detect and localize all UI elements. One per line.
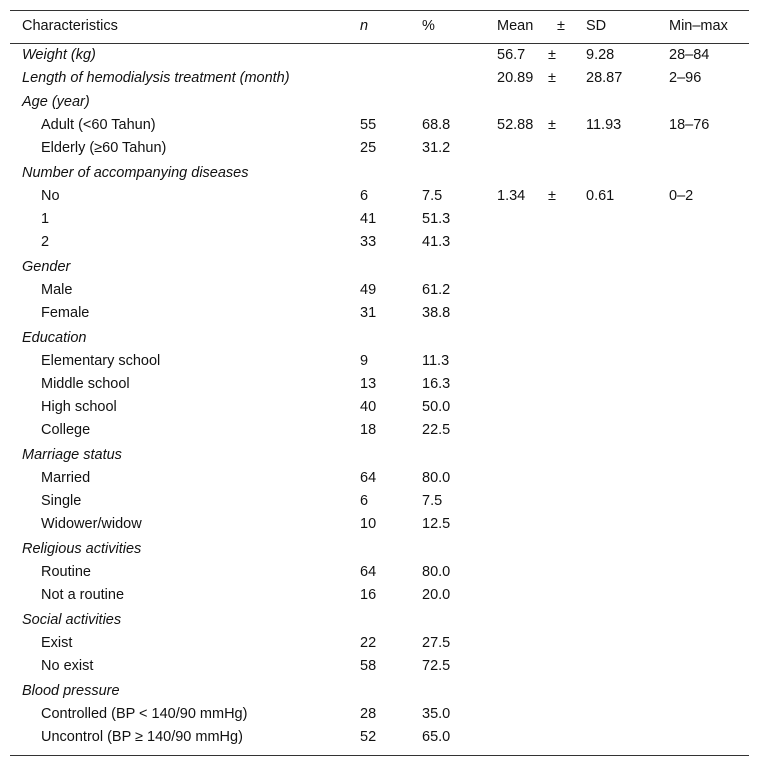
- table-row: [10, 114, 749, 136]
- row-n: 55: [360, 117, 377, 133]
- row-n: 33: [360, 234, 377, 250]
- row-n: 52: [360, 729, 377, 745]
- table-top-rule: [10, 10, 749, 11]
- table-row: [10, 513, 749, 535]
- row-label: No: [41, 188, 60, 204]
- table-row: [10, 396, 749, 418]
- row-label: High school: [41, 399, 117, 415]
- row-n: 25: [360, 140, 377, 156]
- row-label: Length of hemodialysis treatment (month): [22, 70, 290, 86]
- row-min-max: 18–76: [669, 117, 710, 133]
- category-row: [10, 538, 749, 560]
- header-sd: SD: [586, 18, 607, 34]
- table-row: [10, 302, 749, 324]
- row-label: Single: [41, 493, 82, 509]
- row-n: 49: [360, 282, 377, 298]
- header-characteristics: Characteristics: [22, 18, 118, 34]
- header-plus-minus: ±: [557, 18, 565, 34]
- header-n: n: [360, 18, 369, 34]
- row-label: Controlled (BP < 140/90 mmHg): [41, 706, 248, 722]
- row-mean: 1.34: [497, 188, 526, 204]
- row-label: Marriage status: [22, 447, 122, 463]
- table-bottom-rule: [10, 755, 749, 756]
- row-n: 18: [360, 422, 377, 438]
- row-sd: 0.61: [586, 188, 615, 204]
- category-row: [10, 44, 749, 66]
- row-n: 13: [360, 376, 377, 392]
- row-n: 6: [360, 493, 369, 509]
- row-label: Adult (<60 Tahun): [41, 117, 156, 133]
- row-label: Weight (kg): [22, 47, 96, 63]
- row-percent: 65.0: [422, 729, 451, 745]
- row-percent: 51.3: [422, 211, 451, 227]
- row-label: Education: [22, 330, 87, 346]
- row-label: Exist: [41, 635, 73, 651]
- row-label: Married: [41, 470, 91, 486]
- header-mean: Mean: [497, 18, 534, 34]
- table-row: [10, 467, 749, 489]
- header-percent: %: [422, 18, 435, 34]
- category-row: [10, 609, 749, 631]
- row-percent: 72.5: [422, 658, 451, 674]
- row-percent: 35.0: [422, 706, 451, 722]
- row-label: No exist: [41, 658, 94, 674]
- row-mean: 20.89: [497, 70, 534, 86]
- row-percent: 20.0: [422, 587, 451, 603]
- row-plus-minus: ±: [548, 70, 556, 86]
- row-percent: 31.2: [422, 140, 451, 156]
- row-percent: 68.8: [422, 117, 451, 133]
- table-row: [10, 373, 749, 395]
- row-sd: 11.93: [586, 117, 622, 133]
- table-row: [10, 419, 749, 441]
- row-label: Social activities: [22, 612, 122, 628]
- row-label: Middle school: [41, 376, 130, 392]
- row-plus-minus: ±: [548, 188, 556, 204]
- row-label: Uncontrol (BP ≥ 140/90 mmHg): [41, 729, 243, 745]
- row-percent: 7.5: [422, 188, 443, 204]
- row-n: 40: [360, 399, 377, 415]
- row-n: 16: [360, 587, 377, 603]
- row-label: Not a routine: [41, 587, 125, 603]
- row-label: Female: [41, 305, 90, 321]
- table-row: [10, 231, 749, 253]
- row-n: 6: [360, 188, 369, 204]
- row-label: 1: [41, 211, 50, 227]
- table-row: [10, 137, 749, 159]
- table-row: [10, 490, 749, 512]
- row-percent: 61.2: [422, 282, 451, 298]
- row-mean: 56.7: [497, 47, 526, 63]
- row-mean: 52.88: [497, 117, 534, 133]
- row-n: 64: [360, 470, 377, 486]
- category-row: [10, 67, 749, 89]
- row-n: 22: [360, 635, 377, 651]
- row-percent: 80.0: [422, 470, 451, 486]
- row-percent: 11.3: [422, 353, 450, 369]
- table-row: [10, 584, 749, 606]
- row-n: 28: [360, 706, 377, 722]
- category-row: [10, 680, 749, 702]
- row-min-max: 0–2: [669, 188, 694, 204]
- table-row: [10, 350, 749, 372]
- table-row: [10, 726, 749, 748]
- category-row: [10, 256, 749, 278]
- row-percent: 27.5: [422, 635, 451, 651]
- category-row: [10, 327, 749, 349]
- row-percent: 12.5: [422, 516, 451, 532]
- row-percent: 80.0: [422, 564, 451, 580]
- category-row: [10, 91, 749, 113]
- header-min-max: Min–max: [669, 18, 728, 34]
- table-header-row: [10, 15, 749, 37]
- row-plus-minus: ±: [548, 117, 556, 133]
- row-label: Routine: [41, 564, 91, 580]
- table-row: [10, 279, 749, 301]
- row-label: Age (year): [22, 94, 90, 110]
- table-row: [10, 185, 749, 207]
- row-percent: 50.0: [422, 399, 451, 415]
- row-sd: 28.87: [586, 70, 623, 86]
- table-row: [10, 655, 749, 677]
- row-min-max: 28–84: [669, 47, 710, 63]
- row-percent: 22.5: [422, 422, 451, 438]
- row-label: Blood pressure: [22, 683, 120, 699]
- table-row: [10, 703, 749, 725]
- category-row: [10, 444, 749, 466]
- row-percent: 38.8: [422, 305, 451, 321]
- row-label: Elementary school: [41, 353, 161, 369]
- row-label: Number of accompanying diseases: [22, 165, 249, 181]
- row-n: 9: [360, 353, 369, 369]
- row-label: Elderly (≥60 Tahun): [41, 140, 167, 156]
- row-n: 41: [360, 211, 377, 227]
- row-label: Religious activities: [22, 541, 142, 557]
- row-sd: 9.28: [586, 47, 615, 63]
- table-row: [10, 561, 749, 583]
- row-plus-minus: ±: [548, 47, 556, 63]
- row-min-max: 2–96: [669, 70, 702, 86]
- row-percent: 16.3: [422, 376, 451, 392]
- row-n: 31: [360, 305, 377, 321]
- row-n: 64: [360, 564, 377, 580]
- row-label: Gender: [22, 259, 71, 275]
- row-label: Male: [41, 282, 73, 298]
- row-percent: 41.3: [422, 234, 451, 250]
- row-n: 10: [360, 516, 377, 532]
- row-n: 58: [360, 658, 377, 674]
- row-percent: 7.5: [422, 493, 443, 509]
- row-label: Widower/widow: [41, 516, 142, 532]
- row-label: 2: [41, 234, 50, 250]
- row-label: College: [41, 422, 91, 438]
- table-row: [10, 208, 749, 230]
- category-row: [10, 162, 749, 184]
- table-row: [10, 632, 749, 654]
